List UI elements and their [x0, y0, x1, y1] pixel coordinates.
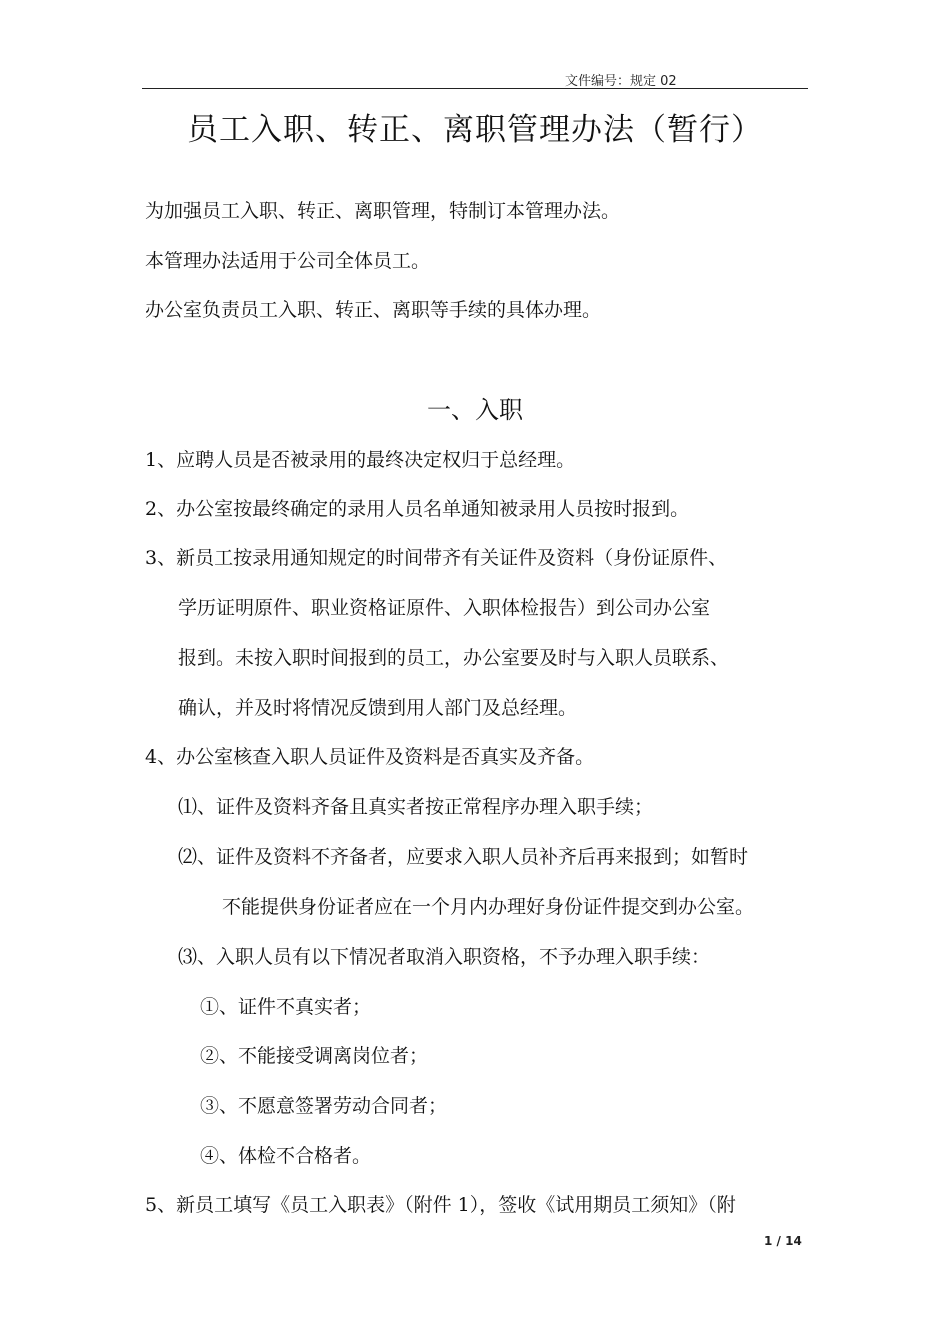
- disqualification-case-1: ①、证件不真实者；: [200, 996, 372, 1018]
- onboarding-item-3-line-1: 3、新员工按录用通知规定的时间带齐有关证件及资料（身份证原件、: [145, 547, 728, 569]
- disqualification-case-3: ③、不愿意签署劳动合同者；: [200, 1095, 448, 1117]
- onboarding-item-3-line-3: 报到。未按入职时间报到的员工，办公室要及时与入职人员联系、: [178, 647, 730, 669]
- header-divider: [142, 88, 808, 89]
- onboarding-subitem-2-line-2: 不能提供身份证者应在一个月内办理好身份证件提交到办公室。: [222, 896, 755, 918]
- document-title: 员工入职、转正、离职管理办法（暂行）: [187, 112, 763, 148]
- onboarding-item-2: 2、办公室按最终确定的录用人员名单通知被录用人员按时报到。: [145, 498, 690, 520]
- onboarding-subitem-1: ⑴、证件及资料齐备且真实者按正常程序办理入职手续；: [178, 796, 654, 818]
- page-number: 1 / 14: [764, 1234, 802, 1248]
- intro-paragraph-1: 为加强员工入职、转正、离职管理，特制订本管理办法。: [145, 200, 621, 222]
- onboarding-item-3-line-4: 确认，并及时将情况反馈到用人部门及总经理。: [178, 697, 578, 719]
- onboarding-item-4: 4、办公室核查入职人员证件及资料是否真实及齐备。: [145, 746, 595, 768]
- onboarding-subitem-2-line-1: ⑵、证件及资料不齐备者，应要求入职人员补齐后再来报到；如暂时: [178, 846, 749, 868]
- onboarding-item-3-line-2: 学历证明原件、职业资格证原件、入职体检报告）到公司办公室: [178, 597, 711, 619]
- onboarding-subitem-3: ⑶、入职人员有以下情况者取消入职资格，不予办理入职手续：: [178, 946, 711, 968]
- onboarding-item-1: 1、应聘人员是否被录用的最终决定权归于总经理。: [145, 449, 576, 471]
- section-title-onboarding: 一、入职: [427, 396, 523, 424]
- intro-paragraph-2: 本管理办法适用于公司全体员工。: [145, 250, 431, 272]
- onboarding-item-5: 5、新员工填写《员工入职表》（附件 1），签收《试用期员工须知》（附: [145, 1194, 736, 1216]
- intro-paragraph-3: 办公室负责员工入职、转正、离职等手续的具体办理。: [145, 299, 602, 321]
- document-code: 文件编号：规定 02: [565, 74, 677, 89]
- disqualification-case-4: ④、体检不合格者。: [200, 1145, 372, 1167]
- disqualification-case-2: ②、不能接受调离岗位者；: [200, 1045, 429, 1067]
